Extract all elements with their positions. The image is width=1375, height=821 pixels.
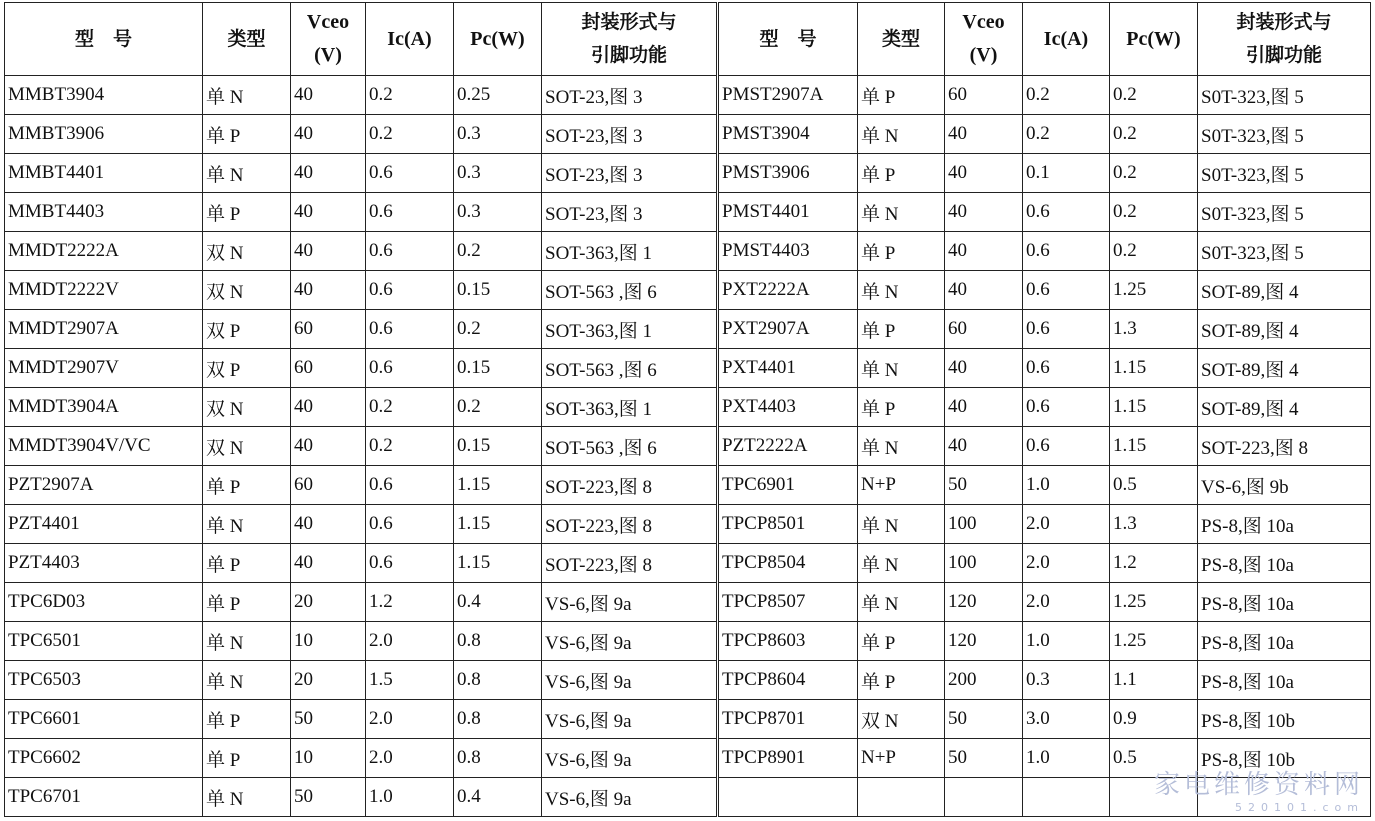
cell-ic-right: 0.6 <box>1023 193 1110 232</box>
cell-package-right: PS-8,图 10a <box>1198 622 1371 661</box>
table-row <box>5 76 1371 115</box>
cell-model-right: PMST3904 <box>718 115 858 154</box>
cell-pc-left: 0.25 <box>454 76 542 115</box>
cell-vceo-left: 60 <box>291 466 366 505</box>
cell-model-left: MMBT3904 <box>5 76 203 115</box>
header-pc-right <box>1110 3 1198 76</box>
cell-vceo-left: 20 <box>291 583 366 622</box>
header-model-right <box>718 3 858 76</box>
table-row <box>5 388 1371 427</box>
table-header-row <box>5 3 1371 76</box>
cell-pc-right: 1.1 <box>1110 661 1198 700</box>
cell-pc-left: 1.15 <box>454 466 542 505</box>
cell-package-right: S0T-323,图 5 <box>1198 154 1371 193</box>
cell-pc-left: 0.2 <box>454 388 542 427</box>
cell-vceo-right <box>945 778 1023 817</box>
table-row <box>5 115 1371 154</box>
cell-package-left: SOT-563 ,图 6 <box>542 427 718 466</box>
cell-ic-left: 2.0 <box>366 700 454 739</box>
cell-vceo-right: 60 <box>945 76 1023 115</box>
table-row <box>5 271 1371 310</box>
cell-pc-right: 1.3 <box>1110 310 1198 349</box>
cell-package-left: SOT-223,图 8 <box>542 466 718 505</box>
cell-pc-left: 0.8 <box>454 739 542 778</box>
cell-pc-right: 1.3 <box>1110 505 1198 544</box>
cell-package-left: VS-6,图 9a <box>542 583 718 622</box>
cell-vceo-right: 120 <box>945 583 1023 622</box>
cell-ic-left: 0.2 <box>366 388 454 427</box>
cell-vceo-right: 40 <box>945 427 1023 466</box>
cell-type-left: 单 P <box>203 583 291 622</box>
cell-pc-left: 0.3 <box>454 115 542 154</box>
cell-vceo-left: 50 <box>291 700 366 739</box>
cell-vceo-left: 40 <box>291 76 366 115</box>
cell-vceo-right: 200 <box>945 661 1023 700</box>
cell-model-left: TPC6D03 <box>5 583 203 622</box>
cell-pc-right: 0.2 <box>1110 76 1198 115</box>
header-line: 类型 <box>227 27 266 50</box>
cell-model-left: MMDT2907A <box>5 310 203 349</box>
table-row <box>5 427 1371 466</box>
cell-pc-right: 1.2 <box>1110 544 1198 583</box>
cell-package-right: VS-6,图 9b <box>1198 466 1371 505</box>
cell-type-right: 单 P <box>858 232 945 271</box>
cell-model-left: TPC6501 <box>5 622 203 661</box>
cell-type-right: 单 P <box>858 310 945 349</box>
table-row <box>5 505 1371 544</box>
header-vceo-right <box>945 3 1023 76</box>
cell-type-right <box>858 778 945 817</box>
cell-model-right: PXT4401 <box>718 349 858 388</box>
cell-ic-left: 0.2 <box>366 427 454 466</box>
cell-type-left: 单 N <box>203 661 291 700</box>
cell-vceo-right: 40 <box>945 388 1023 427</box>
cell-ic-right: 3.0 <box>1023 700 1110 739</box>
cell-package-right: PS-8,图 10a <box>1198 544 1371 583</box>
table-row <box>5 583 1371 622</box>
cell-pc-right: 0.2 <box>1110 154 1198 193</box>
cell-type-right: 单 N <box>858 115 945 154</box>
header-type-right <box>858 3 945 76</box>
cell-type-right: 单 N <box>858 427 945 466</box>
cell-model-left: MMBT4403 <box>5 193 203 232</box>
cell-ic-right: 0.3 <box>1023 661 1110 700</box>
cell-ic-left: 1.2 <box>366 583 454 622</box>
cell-ic-right: 0.6 <box>1023 232 1110 271</box>
cell-pc-left: 0.4 <box>454 583 542 622</box>
cell-package-right: S0T-323,图 5 <box>1198 232 1371 271</box>
cell-ic-right: 2.0 <box>1023 544 1110 583</box>
cell-vceo-left: 40 <box>291 154 366 193</box>
cell-model-right: TPC6901 <box>718 466 858 505</box>
cell-pc-left: 0.15 <box>454 271 542 310</box>
cell-ic-left: 0.2 <box>366 76 454 115</box>
cell-model-left: MMBT4401 <box>5 154 203 193</box>
cell-type-right: N+P <box>858 466 945 505</box>
cell-vceo-right: 40 <box>945 154 1023 193</box>
header-line: 封装形式与 <box>581 11 677 33</box>
header-line: Ic(A) <box>387 27 432 50</box>
cell-ic-left: 0.6 <box>366 544 454 583</box>
cell-pc-left: 1.15 <box>454 544 542 583</box>
header-line: 封装形式与 <box>1236 11 1332 33</box>
cell-pc-right: 0.2 <box>1110 193 1198 232</box>
cell-type-left: 单 N <box>203 622 291 661</box>
cell-vceo-right: 100 <box>945 505 1023 544</box>
header-line: 引脚功能 <box>1245 44 1322 66</box>
cell-model-right: PMST3906 <box>718 154 858 193</box>
cell-vceo-right: 50 <box>945 739 1023 778</box>
table-row <box>5 739 1371 778</box>
cell-vceo-left: 40 <box>291 193 366 232</box>
cell-package-left: VS-6,图 9a <box>542 700 718 739</box>
cell-ic-right: 0.2 <box>1023 76 1110 115</box>
cell-vceo-right: 120 <box>945 622 1023 661</box>
cell-pc-left: 0.3 <box>454 193 542 232</box>
header-line: 类型 <box>881 27 920 50</box>
cell-ic-right: 0.2 <box>1023 115 1110 154</box>
header-line: Ic(A) <box>1043 27 1089 50</box>
table-row <box>5 544 1371 583</box>
header-type-left <box>203 3 291 76</box>
cell-model-left: TPC6602 <box>5 739 203 778</box>
cell-package-right: PS-8,图 10a <box>1198 661 1371 700</box>
cell-ic-right: 0.6 <box>1023 388 1110 427</box>
cell-pc-right: 0.2 <box>1110 115 1198 154</box>
cell-type-right: 单 P <box>858 154 945 193</box>
cell-model-left: PZT2907A <box>5 466 203 505</box>
header-line: Pc(W) <box>470 27 525 50</box>
cell-type-left: 双 P <box>203 310 291 349</box>
table-row <box>5 232 1371 271</box>
cell-type-right: 单 P <box>858 622 945 661</box>
cell-pc-left: 0.8 <box>454 622 542 661</box>
cell-pc-left: 0.3 <box>454 154 542 193</box>
cell-vceo-left: 40 <box>291 388 366 427</box>
table-row <box>5 349 1371 388</box>
cell-model-right <box>718 778 858 817</box>
cell-ic-left: 0.6 <box>366 466 454 505</box>
cell-package-left: SOT-23,图 3 <box>542 154 718 193</box>
header-package-left <box>542 3 718 76</box>
cell-model-left: MMDT3904A <box>5 388 203 427</box>
cell-type-left: 单 P <box>203 115 291 154</box>
cell-ic-right: 0.6 <box>1023 271 1110 310</box>
watermark-logo-text: 家电维修资料网 <box>1153 770 1364 800</box>
cell-model-right: TPCP8603 <box>718 622 858 661</box>
header-line: 引脚功能 <box>590 44 667 66</box>
cell-type-right: 单 N <box>858 349 945 388</box>
cell-pc-left: 1.15 <box>454 505 542 544</box>
cell-vceo-right: 40 <box>945 115 1023 154</box>
table-row <box>5 700 1371 739</box>
cell-pc-left: 0.2 <box>454 232 542 271</box>
cell-model-right: PXT2907A <box>718 310 858 349</box>
cell-type-left: 单 P <box>203 466 291 505</box>
cell-vceo-left: 40 <box>291 271 366 310</box>
cell-ic-right: 0.6 <box>1023 310 1110 349</box>
cell-vceo-right: 40 <box>945 271 1023 310</box>
header-pc-left <box>454 3 542 76</box>
cell-ic-left: 0.6 <box>366 193 454 232</box>
header-line: Vceo <box>962 11 1005 33</box>
cell-ic-left: 1.0 <box>366 778 454 817</box>
cell-package-left: SOT-223,图 8 <box>542 544 718 583</box>
cell-package-left: VS-6,图 9a <box>542 622 718 661</box>
cell-type-right: 单 P <box>858 661 945 700</box>
cell-pc-right: 1.25 <box>1110 583 1198 622</box>
cell-pc-left: 0.2 <box>454 310 542 349</box>
cell-pc-right: 1.15 <box>1110 388 1198 427</box>
cell-ic-left: 0.6 <box>366 232 454 271</box>
cell-ic-right: 0.6 <box>1023 427 1110 466</box>
table-row <box>5 661 1371 700</box>
cell-ic-right: 1.0 <box>1023 622 1110 661</box>
cell-type-left: 单 N <box>203 505 291 544</box>
cell-package-right: S0T-323,图 5 <box>1198 193 1371 232</box>
cell-vceo-left: 40 <box>291 115 366 154</box>
cell-package-right: PS-8,图 10a <box>1198 505 1371 544</box>
cell-pc-left: 0.4 <box>454 778 542 817</box>
cell-type-right: 单 N <box>858 544 945 583</box>
cell-model-right: TPCP8604 <box>718 661 858 700</box>
table-row <box>5 622 1371 661</box>
cell-ic-left: 1.5 <box>366 661 454 700</box>
cell-package-left: VS-6,图 9a <box>542 739 718 778</box>
cell-package-left: VS-6,图 9a <box>542 778 718 817</box>
table-row <box>5 778 1371 817</box>
cell-model-right: TPCP8501 <box>718 505 858 544</box>
cell-type-left: 双 N <box>203 271 291 310</box>
cell-type-left: 单 P <box>203 700 291 739</box>
cell-ic-right: 1.0 <box>1023 739 1110 778</box>
cell-model-left: PZT4403 <box>5 544 203 583</box>
cell-pc-left: 0.8 <box>454 700 542 739</box>
cell-package-left: SOT-23,图 3 <box>542 193 718 232</box>
cell-pc-right: 0.2 <box>1110 232 1198 271</box>
cell-model-right: TPCP8507 <box>718 583 858 622</box>
cell-package-right: PS-8,图 10b <box>1198 700 1371 739</box>
cell-model-right: PMST2907A <box>718 76 858 115</box>
cell-model-left: MMDT3904V/VC <box>5 427 203 466</box>
header-vceo-left <box>291 3 366 76</box>
header-model-left <box>5 3 203 76</box>
cell-vceo-left: 40 <box>291 505 366 544</box>
cell-ic-left: 0.6 <box>366 349 454 388</box>
header-line: Vceo <box>306 11 350 33</box>
header-line: 型 号 <box>759 27 817 50</box>
cell-package-right: SOT-89,图 4 <box>1198 271 1371 310</box>
cell-package-left: SOT-563 ,图 6 <box>542 271 718 310</box>
cell-pc-right: 1.15 <box>1110 427 1198 466</box>
cell-type-left: 单 N <box>203 76 291 115</box>
cell-model-right: PZT2222A <box>718 427 858 466</box>
cell-vceo-left: 50 <box>291 778 366 817</box>
cell-package-right: SOT-89,图 4 <box>1198 310 1371 349</box>
cell-type-right: N+P <box>858 739 945 778</box>
cell-vceo-left: 10 <box>291 622 366 661</box>
cell-model-left: MMDT2222A <box>5 232 203 271</box>
cell-vceo-left: 60 <box>291 310 366 349</box>
cell-package-right: SOT-89,图 4 <box>1198 349 1371 388</box>
cell-type-left: 双 P <box>203 349 291 388</box>
cell-model-right: TPCP8504 <box>718 544 858 583</box>
cell-type-left: 单 P <box>203 739 291 778</box>
cell-model-left: PZT4401 <box>5 505 203 544</box>
cell-vceo-left: 40 <box>291 427 366 466</box>
cell-package-left: SOT-23,图 3 <box>542 115 718 154</box>
cell-package-left: SOT-363,图 1 <box>542 310 718 349</box>
header-line: (V) <box>314 44 342 66</box>
cell-type-left: 双 N <box>203 427 291 466</box>
cell-ic-left: 0.6 <box>366 505 454 544</box>
cell-vceo-right: 40 <box>945 193 1023 232</box>
cell-package-left: SOT-23,图 3 <box>542 76 718 115</box>
cell-model-left: MMDT2907V <box>5 349 203 388</box>
cell-ic-left: 2.0 <box>366 739 454 778</box>
cell-ic-right: 2.0 <box>1023 583 1110 622</box>
table-body <box>5 76 1371 817</box>
cell-vceo-right: 50 <box>945 700 1023 739</box>
cell-package-left: VS-6,图 9a <box>542 661 718 700</box>
header-line: (V) <box>969 44 998 66</box>
cell-package-right: S0T-323,图 5 <box>1198 76 1371 115</box>
cell-ic-left: 0.6 <box>366 271 454 310</box>
cell-ic-right: 0.1 <box>1023 154 1110 193</box>
cell-package-right: S0T-323,图 5 <box>1198 115 1371 154</box>
cell-package-right: PS-8,图 10a <box>1198 583 1371 622</box>
cell-ic-right: 1.0 <box>1023 466 1110 505</box>
watermark-url: 520101.com <box>1235 801 1364 814</box>
cell-vceo-left: 40 <box>291 232 366 271</box>
cell-pc-right: 0.9 <box>1110 700 1198 739</box>
cell-type-right: 单 P <box>858 76 945 115</box>
cell-package-left: SOT-563 ,图 6 <box>542 349 718 388</box>
cell-pc-right: 0.5 <box>1110 466 1198 505</box>
cell-ic-right: 0.6 <box>1023 349 1110 388</box>
document-page <box>4 2 1370 818</box>
cell-type-left: 双 N <box>203 232 291 271</box>
cell-vceo-right: 100 <box>945 544 1023 583</box>
cell-package-left: SOT-223,图 8 <box>542 505 718 544</box>
cell-model-left: TPC6601 <box>5 700 203 739</box>
cell-ic-left: 0.2 <box>366 115 454 154</box>
cell-package-left: SOT-363,图 1 <box>542 232 718 271</box>
cell-model-right: PXT4403 <box>718 388 858 427</box>
transistor-spec-table <box>4 2 1371 817</box>
cell-model-left: TPC6701 <box>5 778 203 817</box>
cell-type-left: 双 N <box>203 388 291 427</box>
cell-type-left: 单 N <box>203 778 291 817</box>
cell-vceo-left: 20 <box>291 661 366 700</box>
cell-pc-right: 1.15 <box>1110 349 1198 388</box>
cell-package-right: SOT-223,图 8 <box>1198 427 1371 466</box>
cell-model-right: TPCP8901 <box>718 739 858 778</box>
cell-ic-left: 0.6 <box>366 154 454 193</box>
cell-type-right: 双 N <box>858 700 945 739</box>
cell-vceo-left: 10 <box>291 739 366 778</box>
cell-pc-right: 0.5 <box>1110 739 1198 778</box>
cell-model-left: MMDT2222V <box>5 271 203 310</box>
cell-vceo-right: 40 <box>945 232 1023 271</box>
cell-type-left: 单 P <box>203 544 291 583</box>
cell-pc-right <box>1110 778 1198 817</box>
table-row <box>5 193 1371 232</box>
header-line: Pc(W) <box>1126 27 1181 50</box>
header-package-right <box>1198 3 1371 76</box>
cell-package-right: PS-8,图 10b <box>1198 739 1371 778</box>
header-ic-right <box>1023 3 1110 76</box>
cell-model-right: PMST4403 <box>718 232 858 271</box>
cell-pc-left: 0.8 <box>454 661 542 700</box>
cell-package-right <box>1198 778 1371 817</box>
cell-vceo-left: 60 <box>291 349 366 388</box>
table-row <box>5 154 1371 193</box>
header-line: 型 号 <box>74 27 132 50</box>
cell-type-left: 单 N <box>203 154 291 193</box>
cell-ic-left: 2.0 <box>366 622 454 661</box>
cell-type-right: 单 N <box>858 271 945 310</box>
cell-pc-left: 0.15 <box>454 349 542 388</box>
cell-type-right: 单 N <box>858 583 945 622</box>
cell-package-right: SOT-89,图 4 <box>1198 388 1371 427</box>
table-row <box>5 310 1371 349</box>
cell-type-right: 单 P <box>858 388 945 427</box>
table-row <box>5 466 1371 505</box>
cell-ic-left: 0.6 <box>366 310 454 349</box>
cell-model-left: TPC6503 <box>5 661 203 700</box>
cell-vceo-right: 40 <box>945 349 1023 388</box>
cell-package-left: SOT-363,图 1 <box>542 388 718 427</box>
cell-pc-right: 1.25 <box>1110 271 1198 310</box>
cell-vceo-right: 50 <box>945 466 1023 505</box>
cell-type-left: 单 P <box>203 193 291 232</box>
cell-type-right: 单 N <box>858 505 945 544</box>
cell-model-right: TPCP8701 <box>718 700 858 739</box>
cell-pc-right: 1.25 <box>1110 622 1198 661</box>
cell-type-right: 单 N <box>858 193 945 232</box>
cell-model-left: MMBT3906 <box>5 115 203 154</box>
cell-model-right: PMST4401 <box>718 193 858 232</box>
cell-ic-right: 2.0 <box>1023 505 1110 544</box>
cell-model-right: PXT2222A <box>718 271 858 310</box>
cell-vceo-right: 60 <box>945 310 1023 349</box>
cell-ic-right <box>1023 778 1110 817</box>
cell-vceo-left: 40 <box>291 544 366 583</box>
cell-pc-left: 0.15 <box>454 427 542 466</box>
header-ic-left <box>366 3 454 76</box>
